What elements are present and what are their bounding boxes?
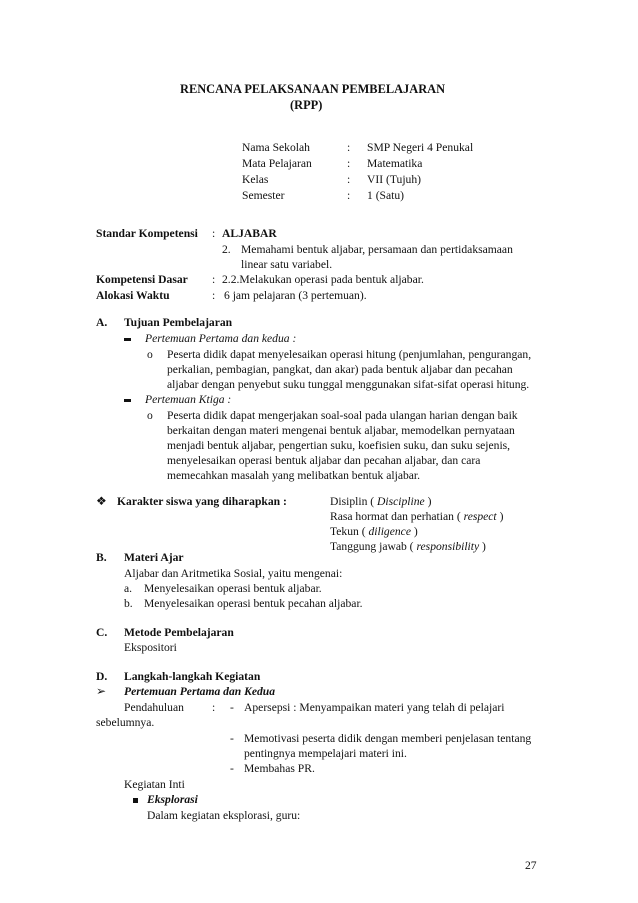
section-b-item: Menyelesaikan operasi bentuk aljabar. bbox=[144, 582, 322, 595]
section-a-heading: Tujuan Pembelajaran bbox=[124, 316, 233, 329]
alokasi-value: 6 jam pelajaran (3 pertemuan). bbox=[224, 289, 367, 302]
identity-label-semester: Semester bbox=[242, 189, 285, 202]
identity-sep: : bbox=[347, 141, 351, 154]
section-c-letter: C. bbox=[96, 626, 108, 639]
identity-value-class: VII (Tujuh) bbox=[367, 173, 422, 186]
pendahuluan-item-2-cont: pentingnya mempelajari materi ini. bbox=[244, 747, 407, 760]
section-b-letter: B. bbox=[96, 551, 107, 564]
arrow-bullet-icon: ➢ bbox=[96, 684, 107, 698]
title-line-1: RENCANA PELAKSANAAN PEMBELAJARAN bbox=[180, 82, 446, 96]
eksplorasi-text: Dalam kegiatan eksplorasi, guru: bbox=[147, 809, 301, 822]
standar-sep: : bbox=[212, 227, 216, 240]
meeting-2-line: Peserta didik dapat mengerjakan soal-soal pada ulangan harian dengan baik bbox=[167, 409, 518, 422]
section-d-heading: Langkah-langkah Kegiatan bbox=[124, 670, 261, 683]
diamond-bullet-icon: ❖ bbox=[96, 494, 107, 508]
pendahuluan-item-1-cont: sebelumnya. bbox=[96, 716, 155, 729]
section-b-item-num: a. bbox=[124, 582, 133, 595]
page-number: 27 bbox=[525, 859, 537, 872]
pendahuluan-item-1: Apersepsi : Menyampaikan materi yang telah di pelajari bbox=[244, 701, 505, 714]
meeting-2-line: menjadi bentuk aljabar, pengertian suku, koefisien suku, dan suku sejenis, bbox=[167, 439, 511, 452]
meeting-2-line: memecahkan masalah yang melibatkan bentuk aljabar. bbox=[167, 469, 421, 482]
section-d-subheading: Pertemuan Pertama dan Kedua bbox=[124, 685, 276, 698]
identity-label-class: Kelas bbox=[242, 173, 269, 186]
kompetensi-sep: : bbox=[212, 273, 216, 286]
karakter-label: Karakter siswa yang diharapkan : bbox=[117, 495, 287, 508]
eksplorasi-heading: Eksplorasi bbox=[147, 793, 198, 806]
circle-bullet-icon: o bbox=[147, 348, 153, 361]
section-b-heading: Materi Ajar bbox=[124, 551, 184, 564]
kompetensi-value: 2.2.Melakukan operasi pada bentuk aljabar. bbox=[222, 273, 424, 286]
section-b-item: Menyelesaikan operasi bentuk pecahan aljabar. bbox=[144, 597, 363, 610]
pendahuluan-sep: : bbox=[212, 701, 216, 714]
pendahuluan-item-2: Memotivasi peserta didik dengan memberi penjelasan tentang bbox=[244, 732, 532, 745]
standar-value: ALJABAR bbox=[222, 227, 277, 240]
title-line-2: (RPP) bbox=[290, 98, 323, 112]
standar-label: Standar Kompetensi bbox=[96, 227, 198, 240]
bullet-icon bbox=[124, 331, 131, 346]
standar-item-line-2: linear satu variabel. bbox=[241, 258, 333, 271]
standar-item-line-1: Memahami bentuk aljabar, persamaan dan pertidaksamaan bbox=[241, 243, 513, 256]
pendahuluan-item-3: Membahas PR. bbox=[244, 762, 315, 775]
meeting-2-line: berkaitan dengan materi mengenai bentuk aljabar, memodelkan pernyataan bbox=[167, 424, 515, 437]
identity-value-school: SMP Negeri 4 Penukal bbox=[367, 141, 474, 154]
dash-bullet: - bbox=[230, 732, 234, 745]
pendahuluan-label: Pendahuluan bbox=[124, 701, 184, 714]
section-b-intro: Aljabar dan Aritmetika Sosial, yaitu mengenai: bbox=[124, 567, 343, 580]
meeting-2-line: menyelesaikan operasi bentuk aljabar dan pecahan aljabar, dan cara bbox=[167, 454, 481, 467]
kompetensi-label: Kompetensi Dasar bbox=[96, 273, 188, 286]
standar-item-number: 2. bbox=[222, 243, 231, 256]
meeting-1-line: perkalian, pembagian, pangkat, dan akar) pada bentuk aljabar dan pecahan bbox=[167, 363, 513, 376]
kegiatan-inti-label: Kegiatan Inti bbox=[124, 778, 185, 791]
karakter-item: Rasa hormat dan perhatian ( respect ) bbox=[330, 510, 504, 523]
identity-value-semester: 1 (Satu) bbox=[367, 189, 405, 202]
karakter-item: Disiplin ( Discipline ) bbox=[330, 495, 432, 508]
meeting-2-heading: Pertemuan Ktiga : bbox=[145, 393, 232, 406]
karakter-item: Tanggung jawab ( responsibility ) bbox=[330, 540, 486, 553]
section-c-text: Ekspositori bbox=[124, 641, 177, 654]
identity-sep: : bbox=[347, 173, 351, 186]
identity-value-subject: Matematika bbox=[367, 157, 423, 170]
meeting-1-line: aljabar dengan penyebut suku tunggal menggunakan sifat-sifat operasi hitung. bbox=[167, 378, 530, 391]
meeting-1-line: Peserta didik dapat menyelesaikan operasi hitung (penjumlahan, pengurangan, bbox=[167, 348, 532, 361]
section-a-letter: A. bbox=[96, 316, 108, 329]
identity-sep: : bbox=[347, 189, 351, 202]
alokasi-sep: : bbox=[212, 289, 216, 302]
alokasi-label: Alokasi Waktu bbox=[96, 289, 170, 302]
meeting-1-heading: Pertemuan Pertama dan kedua : bbox=[145, 332, 297, 345]
bullet-icon bbox=[124, 392, 131, 407]
circle-bullet-icon: o bbox=[147, 409, 153, 422]
section-c-heading: Metode Pembelajaran bbox=[124, 626, 234, 639]
dash-bullet: - bbox=[230, 701, 234, 714]
dash-bullet: - bbox=[230, 762, 234, 775]
section-b-item-num: b. bbox=[124, 597, 133, 610]
identity-label-school: Nama Sekolah bbox=[242, 141, 310, 154]
identity-label-subject: Mata Pelajaran bbox=[242, 157, 312, 170]
section-d-letter: D. bbox=[96, 670, 108, 683]
identity-sep: : bbox=[347, 157, 351, 170]
square-bullet-icon bbox=[133, 792, 138, 807]
karakter-item: Tekun ( diligence ) bbox=[330, 525, 418, 538]
